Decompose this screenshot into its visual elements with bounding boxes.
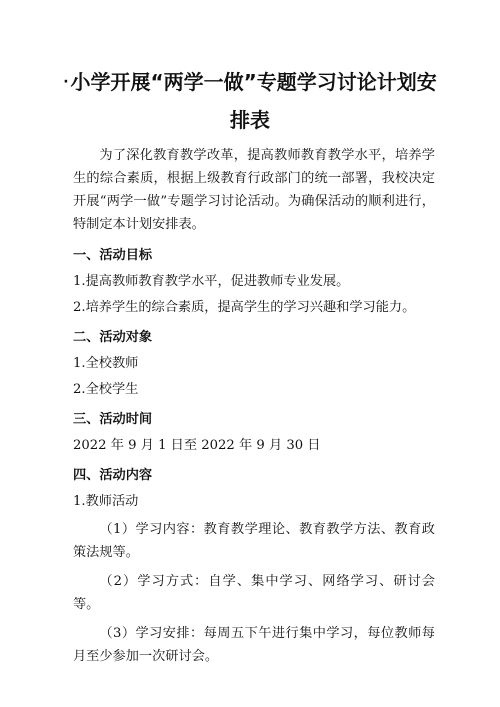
title-marker: · [63,74,69,90]
section-heading-time: 三、活动时间 [73,412,153,427]
document-title-line-1 [0,70,500,94]
document-title-line-2: 排表 [230,108,270,132]
section-heading-goals: 一、活动目标 [73,248,153,263]
list-item: 2.培养学生的综合素质，提高学生的学习兴趣和学习能力。 [73,300,416,315]
list-item: 2022 年 9 月 1 日至 2022 年 9 月 30 日 [73,438,321,453]
section-heading-participants: 二、活动对象 [73,330,153,345]
document-body [73,144,435,668]
title-text-1: 小学开展“两学一做”专题学习讨论计划安 [70,70,437,94]
list-item: 1.全校教师 [73,356,139,371]
list-item: 2.全校学生 [73,382,139,397]
section-heading-content: 四、活动内容 [73,468,153,483]
list-item: （1）学习内容：教育教学理论、教育教学方法、教育政策法规等。 [73,522,435,560]
list-item: 1.教师活动 [73,494,139,509]
list-item: （3）学习安排：每周五下午进行集中学习，每位教师每月至少参加一次研讨会。 [73,626,435,664]
intro-paragraph: 为了深化教育教学改革，提高教师教育教学水平，培养学生的综合素质，根据上级教育行政部门的统一部署，我校决定开展“两学一做”专题学习讨论活动。为确保活动的顺利进行，特制定本计划安排表。 [73,148,435,232]
list-item: 1.提高教师教育教学水平，促进教师专业发展。 [73,274,350,289]
list-item: （2）学习方式：自学、集中学习、网络学习、研讨会等。 [73,574,435,612]
